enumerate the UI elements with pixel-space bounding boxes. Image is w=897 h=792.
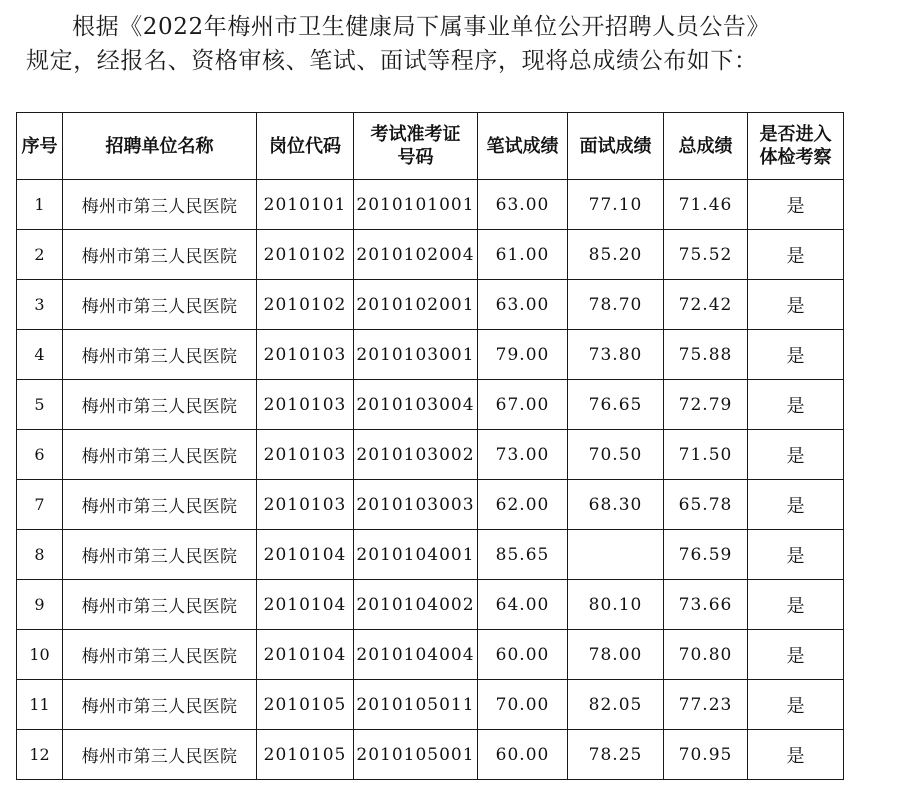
cell-ticket: 2010103004 (354, 380, 478, 430)
cell-seq: 11 (17, 680, 63, 730)
cell-interview: 76.65 (568, 380, 664, 430)
header-total: 总成绩 (664, 113, 748, 180)
header-exam: 是否进入体检考察 (748, 113, 844, 180)
cell-written: 64.00 (478, 580, 568, 630)
cell-interview: 68.30 (568, 480, 664, 530)
cell-post: 2010103 (257, 330, 354, 380)
cell-written: 60.00 (478, 730, 568, 780)
cell-ticket: 2010103003 (354, 480, 478, 530)
cell-seq: 4 (17, 330, 63, 380)
cell-total: 76.59 (664, 530, 748, 580)
cell-ticket: 2010102004 (354, 230, 478, 280)
cell-exam: 是 (748, 730, 844, 780)
cell-written: 70.00 (478, 680, 568, 730)
cell-total: 73.66 (664, 580, 748, 630)
cell-exam: 是 (748, 180, 844, 230)
cell-ticket: 2010102001 (354, 280, 478, 330)
cell-ticket: 2010101001 (354, 180, 478, 230)
cell-interview: 78.70 (568, 280, 664, 330)
cell-total: 70.80 (664, 630, 748, 680)
cell-exam: 是 (748, 380, 844, 430)
table-row (17, 680, 844, 730)
cell-unit: 梅州市第三人民医院 (63, 380, 257, 430)
cell-ticket: 2010105001 (354, 730, 478, 780)
intro-line-1: 根据《2022年梅州市卫生健康局下属事业单位公开招聘人员公告》 (72, 14, 771, 40)
cell-interview: 78.00 (568, 630, 664, 680)
cell-seq: 3 (17, 280, 63, 330)
cell-written: 79.00 (478, 330, 568, 380)
cell-seq: 12 (17, 730, 63, 780)
table-row (17, 330, 844, 380)
cell-post: 2010102 (257, 230, 354, 280)
cell-total: 65.78 (664, 480, 748, 530)
table-row (17, 280, 844, 330)
header-ticket: 考试准考证号码 (354, 113, 478, 180)
table-row (17, 580, 844, 630)
table-header-row (17, 113, 844, 180)
cell-unit: 梅州市第三人民医院 (63, 730, 257, 780)
cell-interview: 77.10 (568, 180, 664, 230)
cell-unit: 梅州市第三人民医院 (63, 580, 257, 630)
cell-interview: 82.05 (568, 680, 664, 730)
cell-exam: 是 (748, 330, 844, 380)
cell-unit: 梅州市第三人民医院 (63, 280, 257, 330)
table-row (17, 230, 844, 280)
cell-interview: 85.20 (568, 230, 664, 280)
cell-post: 2010104 (257, 580, 354, 630)
cell-total: 72.42 (664, 280, 748, 330)
intro-line-2: 规定，经报名、资格审核、笔试、面试等程序，现将总成绩公布如下： (26, 48, 758, 74)
cell-post: 2010103 (257, 480, 354, 530)
cell-seq: 5 (17, 380, 63, 430)
cell-seq: 8 (17, 530, 63, 580)
cell-written: 62.00 (478, 480, 568, 530)
cell-written: 60.00 (478, 630, 568, 680)
cell-post: 2010104 (257, 630, 354, 680)
cell-ticket: 2010105011 (354, 680, 478, 730)
cell-total: 70.95 (664, 730, 748, 780)
cell-ticket: 2010103001 (354, 330, 478, 380)
cell-ticket: 2010104002 (354, 580, 478, 630)
cell-post: 2010105 (257, 730, 354, 780)
cell-interview: 80.10 (568, 580, 664, 630)
table-row (17, 180, 844, 230)
cell-seq: 10 (17, 630, 63, 680)
cell-seq: 9 (17, 580, 63, 630)
cell-unit: 梅州市第三人民医院 (63, 630, 257, 680)
cell-unit: 梅州市第三人民医院 (63, 230, 257, 280)
cell-exam: 是 (748, 430, 844, 480)
table-row (17, 480, 844, 530)
header-unit: 招聘单位名称 (63, 113, 257, 180)
cell-written: 61.00 (478, 230, 568, 280)
cell-ticket: 2010104004 (354, 630, 478, 680)
cell-seq: 6 (17, 430, 63, 480)
cell-written: 63.00 (478, 180, 568, 230)
cell-total: 72.79 (664, 380, 748, 430)
cell-post: 2010104 (257, 530, 354, 580)
cell-unit: 梅州市第三人民医院 (63, 530, 257, 580)
table-row (17, 380, 844, 430)
table-row (17, 730, 844, 780)
cell-total: 71.50 (664, 430, 748, 480)
cell-post: 2010102 (257, 280, 354, 330)
cell-total: 77.23 (664, 680, 748, 730)
cell-unit: 梅州市第三人民医院 (63, 180, 257, 230)
results-table (16, 112, 844, 780)
cell-exam: 是 (748, 580, 844, 630)
cell-interview: 73.80 (568, 330, 664, 380)
cell-post: 2010101 (257, 180, 354, 230)
cell-post: 2010103 (257, 430, 354, 480)
table-row (17, 430, 844, 480)
cell-written: 67.00 (478, 380, 568, 430)
cell-seq: 1 (17, 180, 63, 230)
cell-seq: 2 (17, 230, 63, 280)
cell-unit: 梅州市第三人民医院 (63, 480, 257, 530)
cell-ticket: 2010103002 (354, 430, 478, 480)
table-row (17, 630, 844, 680)
cell-ticket: 2010104001 (354, 530, 478, 580)
cell-interview: 78.25 (568, 730, 664, 780)
cell-unit: 梅州市第三人民医院 (63, 430, 257, 480)
cell-interview (568, 530, 664, 580)
cell-interview: 70.50 (568, 430, 664, 480)
cell-exam: 是 (748, 280, 844, 330)
cell-exam: 是 (748, 480, 844, 530)
cell-exam: 是 (748, 230, 844, 280)
cell-post: 2010105 (257, 680, 354, 730)
header-interview: 面试成绩 (568, 113, 664, 180)
cell-unit: 梅州市第三人民医院 (63, 330, 257, 380)
cell-written: 73.00 (478, 430, 568, 480)
header-post: 岗位代码 (257, 113, 354, 180)
header-written: 笔试成绩 (478, 113, 568, 180)
cell-exam: 是 (748, 680, 844, 730)
header-seq: 序号 (17, 113, 63, 180)
cell-written: 85.65 (478, 530, 568, 580)
cell-post: 2010103 (257, 380, 354, 430)
cell-total: 75.88 (664, 330, 748, 380)
cell-exam: 是 (748, 530, 844, 580)
results-body (17, 180, 844, 780)
cell-unit: 梅州市第三人民医院 (63, 680, 257, 730)
table-row (17, 530, 844, 580)
cell-seq: 7 (17, 480, 63, 530)
cell-total: 71.46 (664, 180, 748, 230)
cell-written: 63.00 (478, 280, 568, 330)
cell-total: 75.52 (664, 230, 748, 280)
cell-exam: 是 (748, 630, 844, 680)
